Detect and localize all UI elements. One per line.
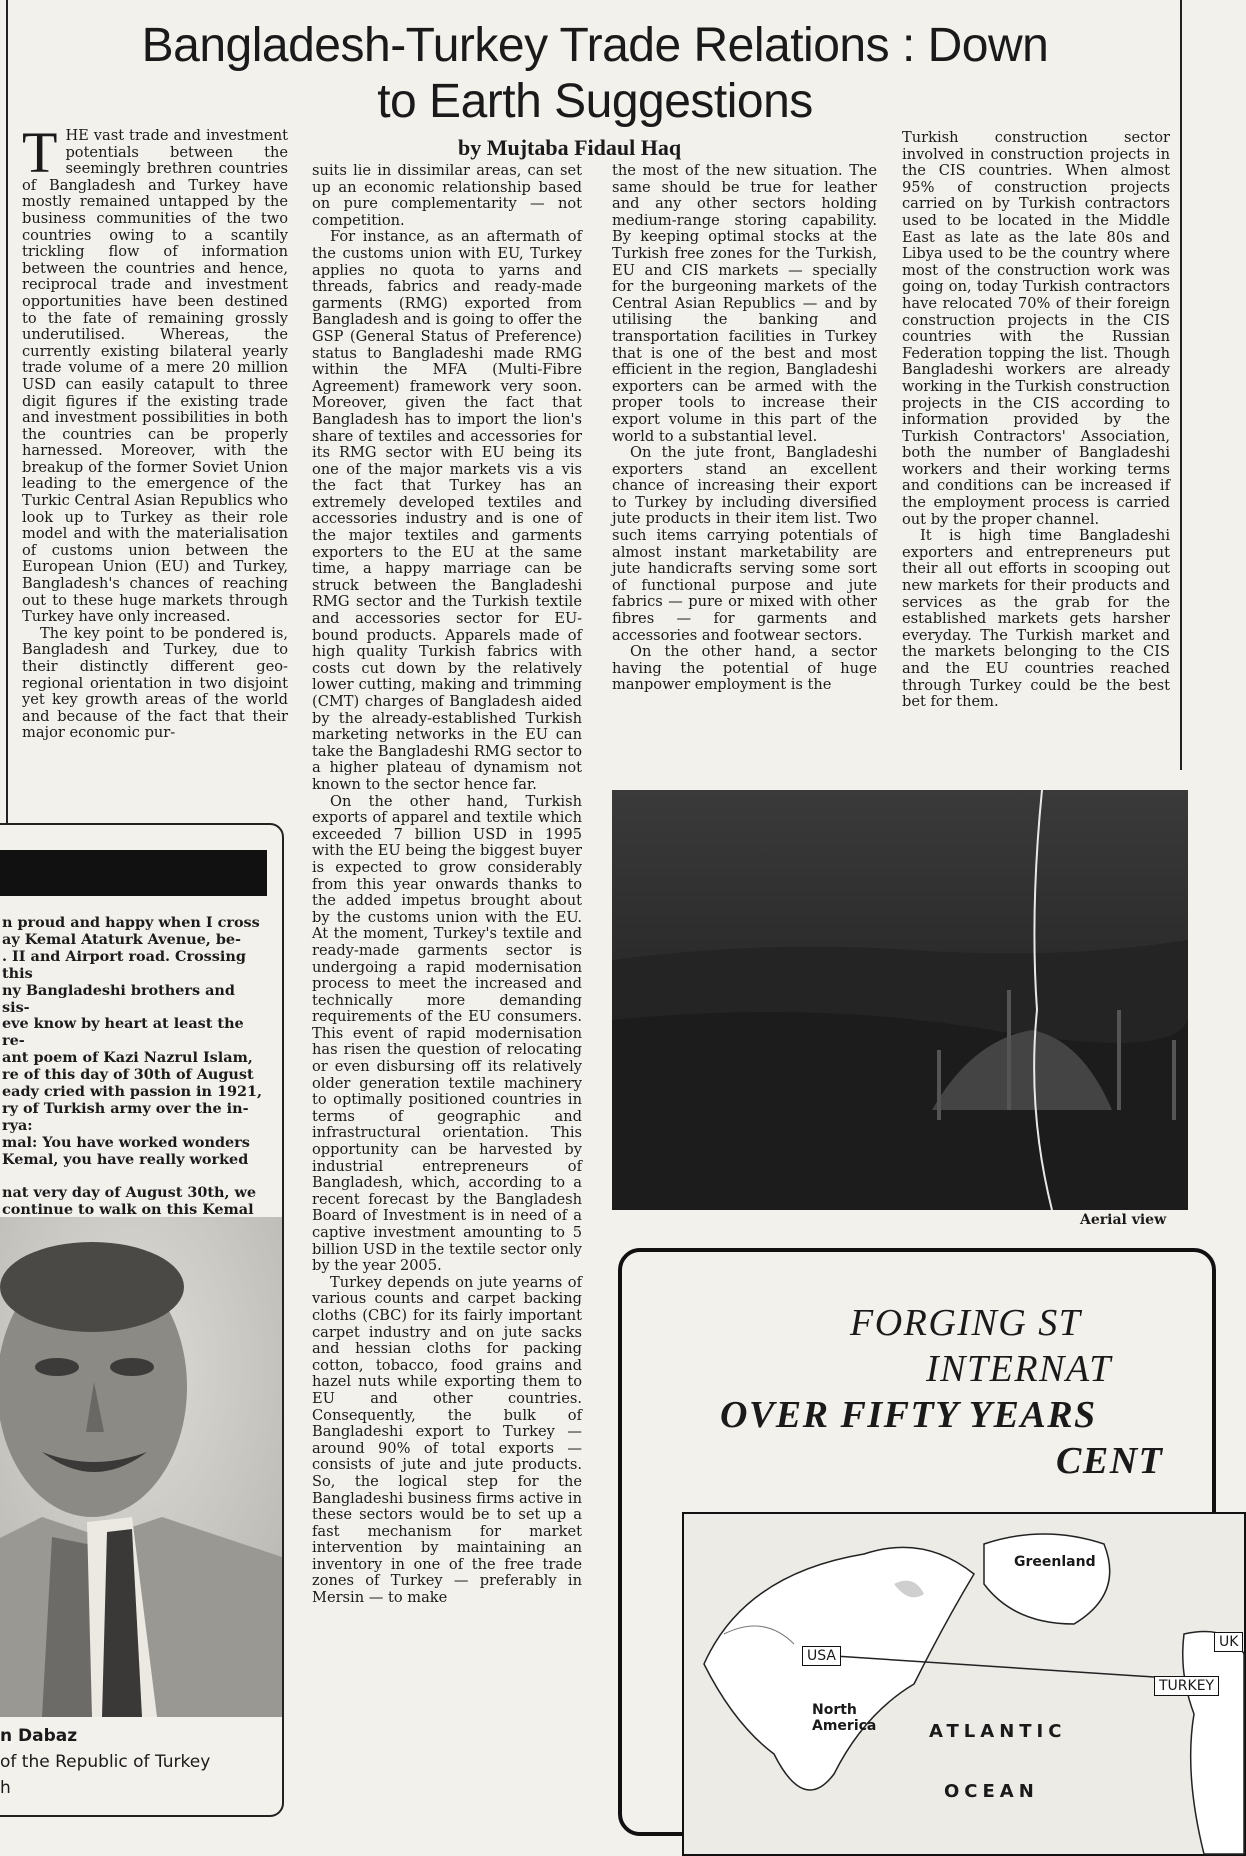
caption-tail: h	[0, 1778, 11, 1798]
article-paragraph: the most of the new situation. The same should be true for leather and any other sectors holding medium-range storing capability. By keeping optimal stocks at the Turkish free zones for the Turkish, EU and CIS markets — specially for the burgeoning markets of the Central Asian Republics — and by utilising the banking and transportation facilities in Turkey that is one of the best and most efficient in the region, Bangladeshi exporters can be armed with the proper tools to increase their export volume in this part of the world to a substantial level.	[612, 162, 877, 445]
ad-line-4: CENT	[1056, 1440, 1164, 1482]
world-map	[682, 1512, 1246, 1856]
sidebar-line: ry of Turkish army over the in-	[2, 1099, 249, 1117]
left-border-rule	[6, 0, 8, 830]
sidebar-line: n proud and happy when I cross	[2, 914, 260, 931]
sidebar-line: rya:	[2, 1116, 33, 1134]
sidebar-line: . II and Airport road. Crossing this	[2, 947, 246, 982]
article-column-3	[612, 163, 877, 773]
ad-line-1: FORGING ST	[850, 1302, 1082, 1344]
sidebar-line: ay Kemal Ataturk Avenue, be-	[2, 930, 242, 948]
right-border-rule	[1180, 0, 1182, 770]
article-paragraph: On the other hand, a sector having the potential of huge manpower employment is the	[612, 643, 877, 694]
sidebar-box	[0, 823, 284, 1817]
aerial-photo	[612, 790, 1188, 1210]
map-label-north-america: North America	[812, 1702, 877, 1734]
sidebar-line: Kemal, you have really worked	[2, 1150, 249, 1168]
byline: by Mujtaba Fidaul Haq	[458, 135, 682, 160]
sidebar-line: ny Bangladeshi brothers and sis-	[2, 981, 235, 1016]
article-paragraph: On the jute front, Bangladeshi exporters stand an excellent chance of increasing their export to Turkey by including diversified jute products in their item list. Two such items carrying potentials of almost instant marketability are jute handicrafts serving some sort of functional purpose and jute fabrics — pure or mixed with other fibres — for garments and accessories and footwear sectors.	[612, 444, 877, 644]
article-column-4	[902, 130, 1170, 765]
sidebar-line: mal: You have worked wonders	[2, 1133, 250, 1151]
map-label-usa: USA	[802, 1646, 841, 1666]
map-label-turkey: TURKEY	[1154, 1676, 1219, 1696]
redacted-header-bar	[0, 850, 267, 896]
map-label-ocean: OCEAN	[944, 1781, 1039, 1802]
article-paragraph: Turkey depends on jute yearns of various counts and carpet backing cloths (CBC) for its fairly important carpet industry and on jute sacks and hessian cloths for packing cotton, tobacco, food grains and hazel nuts while exporting them to EU and other countries. Consequently, the bulk of Bangladeshi export to Turkey — around 90% of total exports — consists of jute and jute products. So, the logical step for the Bangladeshi business firms active in these sectors would be to set up a fast mechanism for market intervention by maintaining an inventory in one of the free trade zones of Turkey — preferably in Mersin — to make	[312, 1273, 582, 1607]
article-headline	[20, 18, 1170, 130]
sidebar-line: ant poem of Kazi Nazrul Islam,	[2, 1049, 253, 1067]
caption-name: n Dabaz	[0, 1726, 78, 1746]
photo-caption: Aerial view	[1080, 1212, 1167, 1228]
article-paragraph: The key point to be pondered is, Bangladesh and Turkey, due to their distinctly different geo-regional orientation in two disjoint yet key growth areas of the world and because of the fact that their major economic pur-	[22, 624, 288, 742]
sidebar-line: re of this day of 30th of August	[2, 1066, 254, 1084]
article-paragraph: Turkish construction sector involved in construction projects in the CIS countries. When almost 95% of construction projects carried on by Turkish contractors used to be located in the Middle East as late as the late 80s and Libya used to be the country where most of the construction work was going on, today Turkish contractors have relocated 70% of their foreign construction projects in the CIS countries with the Russian Federation topping the list. Though Bangladeshi workers are already working in the Turkish construction projects in the CIS according to information provided by the Turkish Contractors' Association, both the number of Bangladeshi workers and their working terms and conditions can be increased if the employment process is carried out by the proper channel.	[902, 129, 1170, 528]
sidebar-line: eve know by heart at least the re-	[2, 1015, 244, 1050]
aerial-city-illustration	[612, 790, 1188, 1210]
caption-title: of the Republic of Turkey	[0, 1752, 211, 1772]
sidebar-line: eady cried with passion in 1921,	[2, 1083, 263, 1101]
headline-line-1: Bangladesh-Turkey Trade Relations : Down	[141, 19, 1049, 72]
article-paragraph: For instance, as an aftermath of the customs union with EU, Turkey applies no quota to yarns and threads, fabrics and ready-made garments (RMG) exported from Bangladesh and is going to offer the GSP (General Status of Preference) status to Bangladeshi made RMG within the MFA (Multi-Fibre Agreement) framework very soon. Moreover, given the fact that Bangladesh has to import the lion's share of textiles and accessories for its RMG sector with EU being its one of the major markets vis a vis the fact that Turkey has an extremely developed textiles and accessories industry and is one of the major textiles and garments exporters to the EU at the same time, a happy marriage can be struck between the Bangladeshi RMG sector and the Turkish textile and accessories sector for EU-bound products. Apparels made of high quality Turkish fabrics with costs cut down by the relatively lower cutting, making and trimming (CMT) charges of Bangladesh aided by the already-established Turkish marketing networks in the EU can take the Bangladeshi RMG sector to a higher plateau of dynamism not known to the sector hence far.	[312, 228, 582, 793]
portrait-caption	[0, 1723, 270, 1801]
sidebar-line: continue to walk on this Kemal	[2, 1200, 254, 1218]
article-column-2	[312, 163, 582, 1804]
article-column-1	[22, 120, 288, 808]
drop-cap: T	[22, 120, 58, 185]
article-paragraph: suits lie in dissimilar areas, can set up an economic relationship based on pure complementarity — not competition.	[312, 162, 582, 229]
advertisement-box	[618, 1248, 1239, 1836]
headline-line-2: to Earth Suggestions	[377, 75, 813, 128]
map-label-greenland: Greenland	[1014, 1554, 1096, 1570]
map-label-uk: UK	[1214, 1632, 1243, 1652]
ad-line-2: INTERNAT	[926, 1348, 1112, 1390]
article-paragraph: On the other hand, Turkish exports of apparel and textile which exceeded 7 billion USD in 1995 with the EU being the biggest buyer is expected to grow considerably from this year onwards thanks to the added impetus brought about by the customs union with the EU. At the moment, Turkey's textile and ready-made garments sector is undergoing a rapid modernisation process to meet the increased and technically more demanding requirements of the EU consumers. This event of rapid modernisation has risen the question of relocating or even disbursing off its relatively older generation textile machinery to optimally positioned countries in terms of geographic and infrastructural orientation. This opportunity can be harvested by industrial entrepreneurs of Bangladesh, which, according to a recent forecast by the Bangladesh Board of Investment is in need of a captive investment amounting to 5 billion USD in the textile sector only by the year 2005.	[312, 792, 582, 1275]
map-label-atlantic: ATLANTIC	[929, 1721, 1067, 1742]
article-paragraph: It is high time Bangladeshi exporters and entrepreneurs put their all out efforts in scooping out new markets for their products and services as the grab for the established markets gets harsher everyday. The Turkish market and the markets belonging to the CIS and the EU countries reached through Turkey could be the best bet for them.	[902, 527, 1170, 711]
sidebar-line: nat very day of August 30th, we	[2, 1183, 257, 1201]
portrait-illustration	[0, 1217, 282, 1717]
ad-line-3: OVER FIFTY YEARS	[720, 1394, 1097, 1436]
article-paragraph: THE vast trade and investment potentials between the seemingly brethren countries of Bangladesh and Turkey have mostly remained untapped by the business communities of the two countries owing to a scantily trickling flow of information between the countries and hence, reciprocal trade and investment opportunities have been destined to the fate of remaining grossly underutilised. Whereas, the currently existing bilateral yearly trade volume of a mere 20 million USD can easily catapult to three digit figures if the existing trade and investment possibilities in both the countries can be properly harnessed. Moreover, with the breakup of the former Soviet Union leading to the emergence of the Turkic Central Asian Republics who look up to Turkey as their role model and with the materialisation of customs union between the European Union (EU) and Turkey, Bangladesh's chances of reaching out to these huge markets through Turkey have only increased.	[22, 120, 288, 626]
portrait-photo	[0, 1217, 284, 1717]
